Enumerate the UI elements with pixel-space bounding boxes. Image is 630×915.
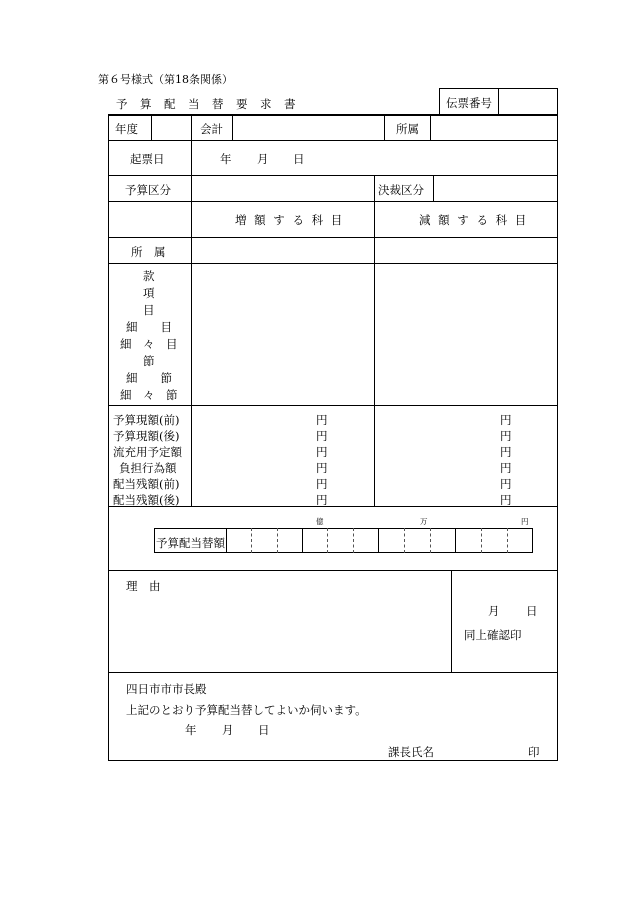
yen-unit: 円	[316, 477, 328, 491]
divider	[226, 528, 227, 553]
yen-unit: 円	[316, 461, 328, 475]
amount-item: 配当残額(後)	[113, 493, 180, 507]
title-char: 配	[164, 97, 176, 111]
yen-unit: 円	[316, 413, 328, 427]
title-char: 書	[284, 97, 296, 111]
fiscal-year-label: 年度	[115, 122, 138, 136]
amount-item: 予算現額(前)	[113, 413, 180, 427]
addressee: 四日市市市長殿	[126, 682, 207, 696]
fiscal-year-field[interactable]	[153, 117, 189, 138]
unit-oku: 億	[316, 517, 324, 526]
account-field[interactable]	[235, 117, 382, 138]
divider	[151, 115, 152, 140]
divider	[191, 140, 192, 175]
increase-header: 増 額 す る 科 目	[235, 213, 345, 227]
request-text: 上記のとおり予算配当替してよいか伺います。	[126, 703, 367, 717]
account-item: 目	[143, 303, 155, 317]
yen-unit: 円	[316, 445, 328, 459]
issue-date-day: 日	[293, 152, 305, 166]
account-item: 項	[143, 286, 155, 300]
account-item: 細 々 目	[120, 337, 178, 351]
yen-unit: 円	[500, 477, 512, 491]
yen-unit: 円	[500, 445, 512, 459]
department-label: 所属	[396, 122, 419, 136]
account-item: 細 目	[126, 320, 172, 334]
divider	[191, 175, 192, 506]
yen-unit: 円	[500, 461, 512, 475]
divider	[108, 237, 558, 238]
issue-date-label: 起票日	[130, 152, 165, 166]
title-char: 予	[116, 97, 128, 111]
confirm-day: 日	[526, 604, 538, 618]
title-char: 求	[260, 97, 272, 111]
account-item: 節	[143, 354, 155, 368]
decrease-header: 減 額 す る 科 目	[419, 213, 529, 227]
confirm-month: 月	[488, 604, 500, 618]
divider	[302, 528, 303, 553]
digit-separator	[430, 528, 431, 553]
digit-separator	[481, 528, 482, 553]
affiliation-label: 所 属	[131, 245, 166, 259]
account-item: 細 々 節	[120, 388, 178, 402]
yen-unit: 円	[316, 429, 328, 443]
divider	[451, 570, 452, 672]
divider	[374, 201, 375, 506]
amount-item: 負担行為額	[119, 461, 177, 475]
divider	[455, 528, 456, 553]
divider	[108, 114, 558, 116]
divider	[191, 115, 192, 140]
divider	[498, 88, 499, 115]
divider	[108, 140, 558, 141]
chief-name-label: 課長氏名	[388, 745, 434, 759]
yen-unit: 円	[500, 493, 512, 507]
transfer-amount-field[interactable]	[228, 530, 531, 551]
request-month: 月	[222, 723, 234, 737]
increase-affiliation-field[interactable]	[194, 240, 372, 261]
divider	[430, 115, 431, 140]
chief-name-field[interactable]	[438, 740, 522, 758]
divider	[108, 672, 558, 673]
approval-section-label: 決裁区分	[378, 183, 424, 197]
divider	[108, 263, 558, 264]
divider	[108, 201, 558, 202]
yen-unit: 円	[500, 413, 512, 427]
form-header: 第６号様式（第18条関係）	[98, 73, 233, 86]
title-char: 当	[188, 97, 200, 111]
approval-section-field[interactable]	[436, 178, 555, 199]
slip-number-field[interactable]	[502, 91, 556, 112]
divider	[374, 175, 375, 201]
increase-account-field[interactable]	[194, 266, 372, 402]
title-char: 算	[140, 97, 152, 111]
divider	[108, 405, 558, 406]
amount-item: 流充用予定額	[113, 445, 182, 459]
budget-section-field[interactable]	[194, 178, 372, 199]
request-year: 年	[185, 723, 197, 737]
divider	[384, 115, 385, 140]
unit-man: 万	[420, 517, 428, 526]
digit-separator	[277, 528, 278, 553]
decrease-affiliation-field[interactable]	[377, 240, 555, 261]
digit-separator	[251, 528, 252, 553]
divider	[108, 570, 558, 571]
reason-label: 理 由	[126, 579, 161, 593]
yen-unit: 円	[500, 429, 512, 443]
issue-date-year: 年	[220, 152, 232, 166]
budget-section-label: 予算区分	[125, 183, 171, 197]
issue-date-month: 月	[257, 152, 269, 166]
account-label: 会計	[200, 122, 223, 136]
title-char: 要	[236, 97, 248, 111]
digit-separator	[353, 528, 354, 553]
reason-field[interactable]	[115, 596, 447, 668]
amount-item: 配当残額(前)	[113, 477, 180, 491]
account-item: 細 節	[126, 371, 172, 385]
decrease-account-field[interactable]	[377, 266, 555, 402]
divider	[232, 115, 233, 140]
confirm-seal-label: 同上確認印	[464, 628, 522, 642]
divider	[108, 175, 558, 176]
digit-separator	[327, 528, 328, 553]
slip-number-label: 伝票番号	[446, 96, 492, 110]
unit-en: 円	[521, 517, 529, 526]
title-char: 替	[212, 97, 224, 111]
yen-unit: 円	[316, 493, 328, 507]
department-field[interactable]	[433, 117, 555, 138]
divider	[433, 175, 434, 201]
transfer-label: 予算配当替額	[156, 536, 225, 550]
digit-separator	[404, 528, 405, 553]
divider	[378, 528, 379, 553]
digit-separator	[507, 528, 508, 553]
amount-item: 予算現額(後)	[113, 429, 180, 443]
account-item: 款	[143, 269, 155, 283]
seal-mark: 印	[528, 745, 540, 759]
request-day: 日	[258, 723, 270, 737]
